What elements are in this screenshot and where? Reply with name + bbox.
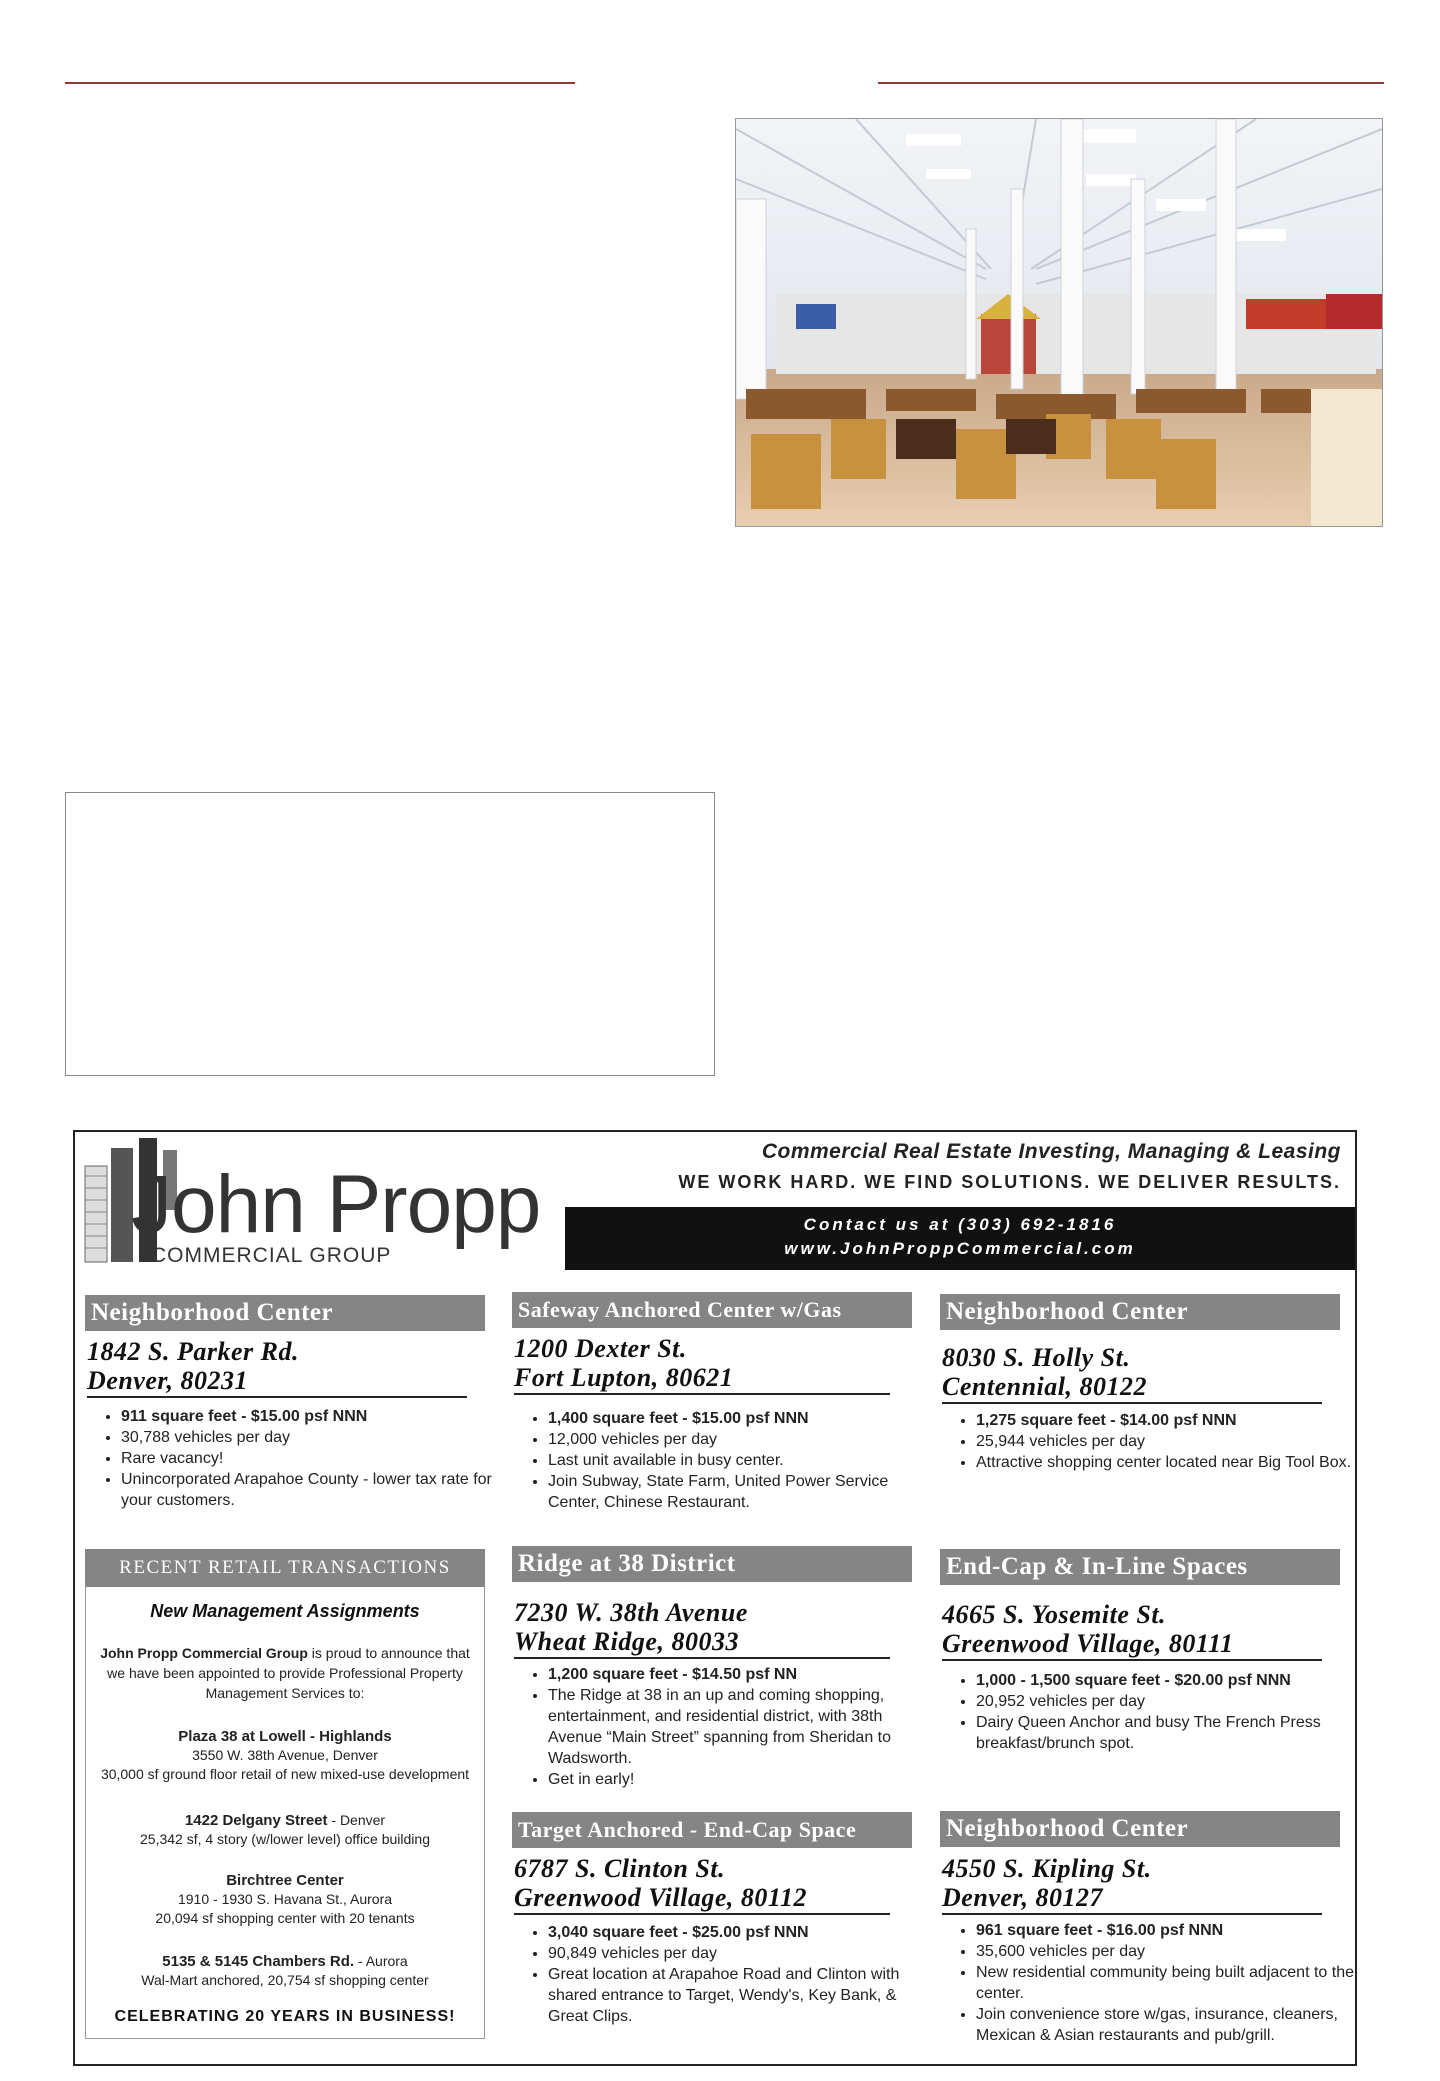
list-item: • 1,400 square feet - $15.00 psf NNN — [548, 1408, 924, 1429]
list-item: • Unincorporated Arapahoe County - lower tax rate for your customers. — [121, 1469, 501, 1511]
recent-intro — [98, 1643, 472, 1703]
address-underline — [514, 1913, 890, 1915]
address-street: 7230 W. 38th Avenue — [514, 1598, 748, 1627]
list-item: • 1,000 - 1,500 square feet - $20.00 psf NNN — [976, 1670, 1356, 1691]
slogan: WE WORK HARD. WE FIND SOLUTIONS. WE DELIVER RESULTS. — [678, 1172, 1341, 1192]
listing-heading: Ridge at 38 District — [512, 1546, 912, 1582]
list-item: • 1,200 square feet - $14.50 psf NN — [548, 1664, 924, 1685]
transaction-item — [86, 1727, 484, 1784]
address-underline — [942, 1659, 1322, 1661]
address-street: 6787 S. Clinton St. — [514, 1854, 726, 1883]
top-rule-right — [878, 82, 1384, 84]
listing-bullets — [942, 1670, 1356, 1754]
list-item: • 20,952 vehicles per day — [976, 1691, 1356, 1712]
transaction-name: 1422 Delgany Street — [184, 1812, 328, 1829]
listing-bullets — [942, 1410, 1356, 1473]
listing-heading: Target Anchored - End-Cap Space — [512, 1812, 912, 1848]
food-court-photo — [735, 118, 1383, 527]
contact-website[interactable]: www.JohnProppCommercial.com — [784, 1239, 1136, 1258]
transaction-line: 3550 W. 38th Avenue, Denver — [192, 1747, 378, 1763]
logo-name: John Propp — [131, 1159, 541, 1250]
list-item: • 12,000 vehicles per day — [548, 1429, 924, 1450]
list-item: • Great location at Arapahoe Road and Clinton with shared entrance to Target, Wendy's, Key Bank, & Great Clips. — [548, 1964, 924, 2027]
listing-bullets — [87, 1406, 501, 1511]
address-street: 1842 S. Parker Rd. — [87, 1337, 299, 1366]
blank-box — [65, 792, 715, 1076]
address-city: Greenwood Village, 80112 — [514, 1883, 807, 1912]
transaction-city: - Denver — [327, 1812, 386, 1828]
listing-address — [942, 1854, 1152, 1912]
intro-company: John Propp Commercial Group — [100, 1645, 308, 1661]
address-underline — [514, 1657, 890, 1659]
address-street: 4550 S. Kipling St. — [942, 1854, 1152, 1883]
recent-footer: CELEBRATING 20 YEARS IN BUSINESS! — [114, 2008, 456, 2025]
address-street: 4665 S. Yosemite St. — [942, 1600, 1167, 1629]
address-city: Fort Lupton, 80621 — [514, 1363, 734, 1392]
address-underline — [87, 1396, 467, 1398]
address-city: Denver, 80127 — [942, 1883, 1104, 1912]
listing-address — [942, 1343, 1147, 1401]
address-city: Centennial, 80122 — [942, 1372, 1147, 1401]
list-item: • 25,944 vehicles per day — [976, 1431, 1356, 1452]
transaction-item — [86, 1871, 484, 1928]
list-item: • Join convenience store w/gas, insurance, cleaners, Mexican & Asian restaurants and pub/grill. — [976, 2004, 1356, 2046]
address-underline — [514, 1393, 890, 1395]
recent-transactions-heading: RECENT RETAIL TRANSACTIONS — [85, 1549, 485, 1587]
list-item: • Attractive shopping center located near Big Tool Box. — [976, 1452, 1356, 1473]
recent-transactions-box — [85, 1587, 485, 2039]
list-item: • 3,040 square feet - $25.00 psf NNN — [548, 1922, 924, 1943]
transaction-name: 5135 & 5145 Chambers Rd. — [162, 1953, 355, 1970]
listing-bullets — [942, 1920, 1356, 2046]
listing-heading: End-Cap & In-Line Spaces — [940, 1549, 1340, 1585]
list-item: • 911 square feet - $15.00 psf NNN — [121, 1406, 501, 1427]
transaction-line: 20,094 sf shopping center with 20 tenants — [155, 1910, 415, 1926]
listing-address — [87, 1337, 299, 1395]
transaction-city: - Aurora — [354, 1953, 408, 1969]
address-city: Denver, 80231 — [87, 1366, 249, 1395]
john-propp-ad — [73, 1130, 1357, 2066]
transaction-item — [86, 1952, 484, 1990]
list-item: • 90,849 vehicles per day — [548, 1943, 924, 1964]
ad-header — [75, 1132, 1355, 1270]
address-street: 8030 S. Holly St. — [942, 1343, 1131, 1372]
list-item: • The Ridge at 38 in an up and coming shopping, entertainment, and residential district, with 38th Avenue “Main Street” spanning from Sheridan to Wadsworth. — [548, 1685, 924, 1769]
list-item: • Get in early! — [548, 1769, 924, 1790]
address-city: Greenwood Village, 80111 — [942, 1629, 1234, 1658]
list-item: • 35,600 vehicles per day — [976, 1941, 1356, 1962]
list-item: • Dairy Queen Anchor and busy The French Press breakfast/brunch spot. — [976, 1712, 1356, 1754]
logo-subtitle: COMMERCIAL GROUP — [151, 1244, 392, 1267]
contact-band — [565, 1207, 1355, 1270]
address-street: 1200 Dexter St. — [514, 1334, 687, 1363]
address-city: Wheat Ridge, 80033 — [514, 1627, 739, 1656]
listing-heading: Neighborhood Center — [85, 1295, 485, 1331]
list-item: • 1,275 square feet - $14.00 psf NNN — [976, 1410, 1356, 1431]
transaction-name: Birchtree Center — [226, 1872, 344, 1889]
transaction-line: Wal-Mart anchored, 20,754 sf shopping center — [141, 1972, 429, 1988]
recent-title: New Management Assignments — [150, 1601, 420, 1621]
list-item: • New residential community being built adjacent to the center. — [976, 1962, 1356, 2004]
contact-phone: Contact us at (303) 692-1816 — [803, 1215, 1117, 1234]
address-underline — [942, 1402, 1322, 1404]
listing-address — [514, 1854, 807, 1912]
listing-heading: Neighborhood Center — [940, 1294, 1340, 1330]
listing-bullets — [514, 1664, 924, 1790]
list-item: • 30,788 vehicles per day — [121, 1427, 501, 1448]
listing-bullets — [514, 1408, 924, 1513]
listing-bullets — [514, 1922, 924, 2027]
list-item: • Join Subway, State Farm, United Power Service Center, Chinese Restaurant. — [548, 1471, 924, 1513]
transaction-line: 1910 - 1930 S. Havana St., Aurora — [177, 1891, 393, 1907]
transaction-line: 25,342 sf, 4 story (w/lower level) office building — [140, 1831, 430, 1847]
list-item: • Last unit available in busy center. — [548, 1450, 924, 1471]
listing-heading: Neighborhood Center — [940, 1811, 1340, 1847]
intro-text: is proud to announce that we have been appointed to provide Professional Property Management Services to: — [107, 1645, 470, 1701]
top-rule-left — [65, 82, 575, 84]
listing-address — [942, 1600, 1234, 1658]
transaction-name: Plaza 38 at Lowell - Highlands — [178, 1728, 392, 1745]
listing-address — [514, 1334, 733, 1392]
transaction-line: 30,000 sf ground floor retail of new mixed-use development — [100, 1766, 470, 1782]
list-item: • 961 square feet - $16.00 psf NNN — [976, 1920, 1356, 1941]
list-item: • Rare vacancy! — [121, 1448, 501, 1469]
listing-address — [514, 1598, 748, 1656]
address-underline — [942, 1913, 1322, 1915]
tagline: Commercial Real Estate Investing, Managing & Leasing — [761, 1140, 1341, 1163]
transaction-item — [86, 1811, 484, 1849]
listing-heading: Safeway Anchored Center w/Gas — [512, 1292, 912, 1328]
